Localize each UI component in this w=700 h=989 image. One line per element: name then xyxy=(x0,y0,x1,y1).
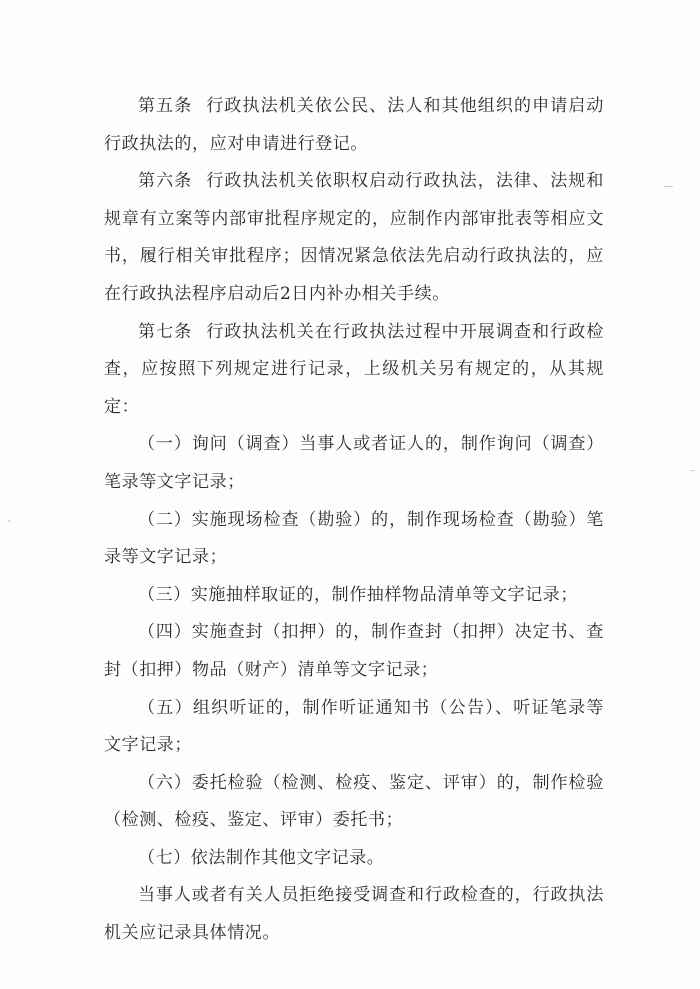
paragraph-text: 行政执法机关在行政执法过程中开展调查和行政检查，应按照下列规定进行记录，上级机关另有规定的，从其规定： xyxy=(104,321,604,417)
paragraph-text: 行政执法机关依公民、法人和其他组织的申请启动行政执法的，应对申请进行登记。 xyxy=(104,96,604,154)
paragraph-text: （七）依法制作其他文字记录。 xyxy=(138,847,385,868)
paragraph-text: （三）实施抽样取证的，制作抽样物品清单等文字记录； xyxy=(138,584,578,605)
document-body xyxy=(104,88,604,953)
paragraph-text: （五）组织听证的，制作听证通知书（公告）、听证笔录等文字记录； xyxy=(104,697,604,756)
scan-speck xyxy=(690,470,695,471)
paragraph-text: 当事人或者有关人员拒绝接受调查和行政检查的，行政执法机关应记录具体情况。 xyxy=(104,885,604,944)
scan-speck xyxy=(664,186,673,187)
article-number: 第七条 xyxy=(138,321,193,342)
article-number: 第六条 xyxy=(138,171,193,192)
list-item-2 xyxy=(104,502,604,577)
list-item-1 xyxy=(104,426,604,501)
paragraph-article-7 xyxy=(104,314,604,427)
list-item-5 xyxy=(104,690,604,765)
paragraph-text: （六）委托检验（检测、检疫、鉴定、评审）的，制作检验（检测、检疫、鉴定、评审）委托书； xyxy=(104,772,604,831)
list-item-3 xyxy=(104,577,604,615)
paragraph-article-5 xyxy=(104,88,604,163)
paragraph-article-6 xyxy=(104,163,604,313)
list-item-7 xyxy=(104,840,604,878)
scan-speck xyxy=(8,520,10,522)
paragraph-text: （二）实施现场检查（勘验）的，制作现场检查（勘验）笔录等文字记录； xyxy=(104,509,604,568)
list-item-6 xyxy=(104,765,604,840)
paragraph-text: （四）实施查封（扣押）的，制作查封（扣押）决定书、查封（扣押）物品（财产）清单等文字记录； xyxy=(104,622,604,680)
paragraph-text: （一）询问（调查）当事人或者证人的，制作询问（调查）笔录等文字记录； xyxy=(104,434,604,492)
article-number: 第五条 xyxy=(138,96,193,116)
paragraph-text: 行政执法机关依职权启动行政执法，法律、法规和规章有立案等内部审批程序规定的，应制作内部审批表等相应文书，履行相关审批程序；因情况紧急依法先启动行政执法的，应在行政执法程序启动后2日内补办相关手续。 xyxy=(104,171,604,304)
list-item-4 xyxy=(104,614,604,689)
closing-paragraph xyxy=(104,877,604,952)
